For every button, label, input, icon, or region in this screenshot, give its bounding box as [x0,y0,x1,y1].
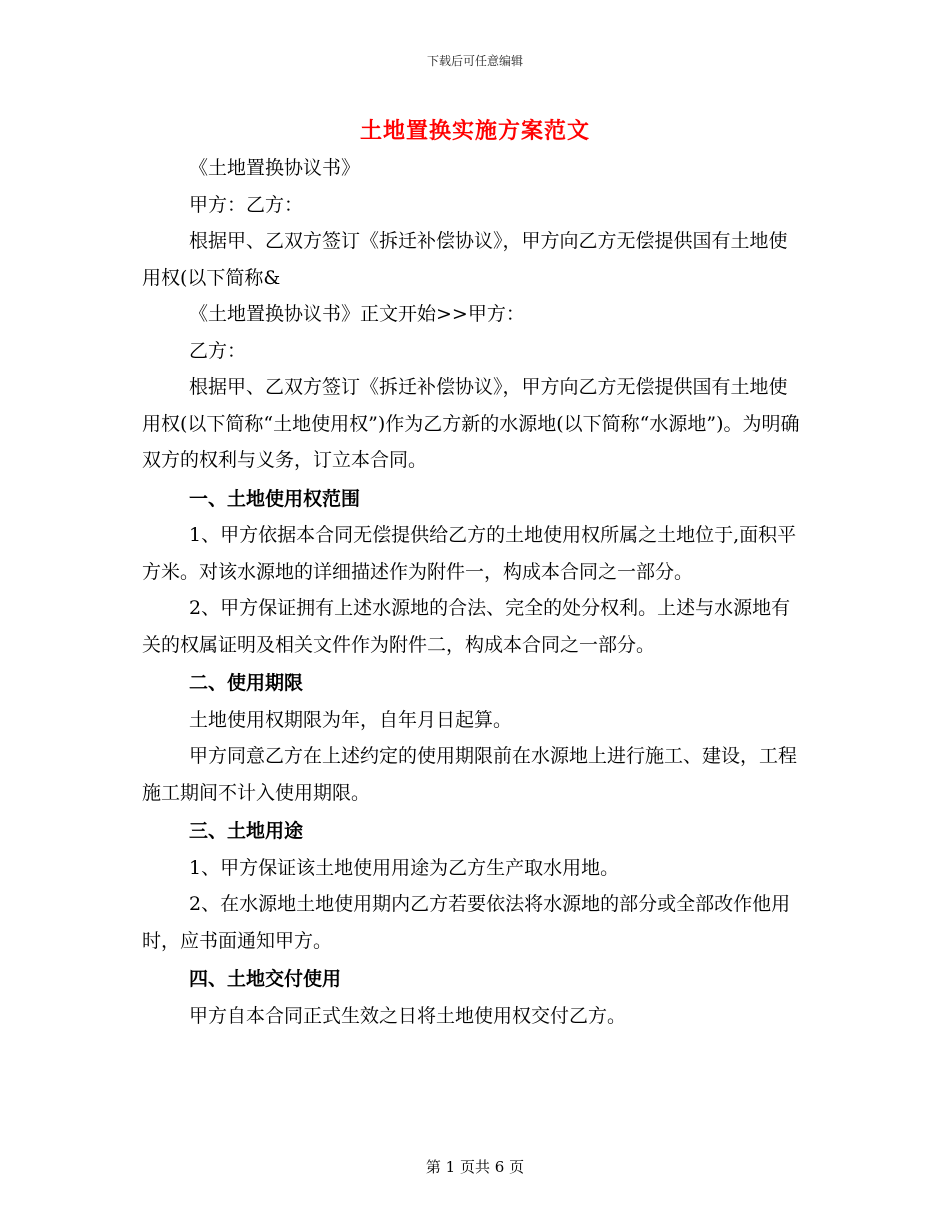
paragraph: 1、甲方依据本合同无偿提供给乙方的土地使用权所属之土地位于,面积平方米。对该水源地的详细描述作为附件一，构成本合同之一部分。 [142,524,797,583]
section-heading: 三、土地用途 [189,820,304,842]
paragraph: 甲方：乙方： [189,193,304,216]
paragraph: 土地使用权期限为年，自年月日起算。 [189,708,513,731]
paragraph: 根据甲、乙双方签订《拆迁补偿协议》，甲方向乙方无偿提供国有土地使用权(以下简称& [142,230,788,289]
page-header-note: 下载后可任意编辑 [426,54,523,68]
paragraph: 甲方同意乙方在上述约定的使用期限前在水源地上进行施工、建设，工程施工期间不计入使用期限。 [142,745,798,804]
page-number: 第 1 页共 6 页 [425,1158,525,1176]
paragraph: 2、甲方保证拥有上述水源地的合法、完全的处分权利。上述与水源地有关的权属证明及相关文件作为附件二，构成本合同之一部分。 [142,597,791,656]
document-body [142,150,806,1034]
paragraph: 2、在水源地土地使用期内乙方若要依法将水源地的部分或全部改作他用时，应书面通知甲方。 [142,893,791,952]
paragraph: 根据甲、乙双方签订《拆迁补偿协议》，甲方向乙方无偿提供国有土地使用权(以下简称“土地使用权”)作为乙方新的水源地(以下简称“水源地”)。为明确双方的权利与义务，订立本合同。 [142,376,800,471]
section-heading: 一、土地使用权范围 [189,487,361,510]
paragraph: 《土地置换协议书》正文开始>>甲方： [189,303,525,325]
section-heading: 二、使用期限 [189,672,304,694]
paragraph: 乙方： [189,339,247,362]
paragraph: 1、甲方保证该土地使用用途为乙方生产取水用地。 [189,856,620,879]
document-title: 土地置换实施方案范文 [359,118,590,144]
paragraph: 《土地置换协议书》 [189,157,361,179]
section-heading: 四、土地交付使用 [189,968,342,990]
paragraph: 甲方自本合同正式生效之日将土地使用权交付乙方。 [189,1004,627,1027]
